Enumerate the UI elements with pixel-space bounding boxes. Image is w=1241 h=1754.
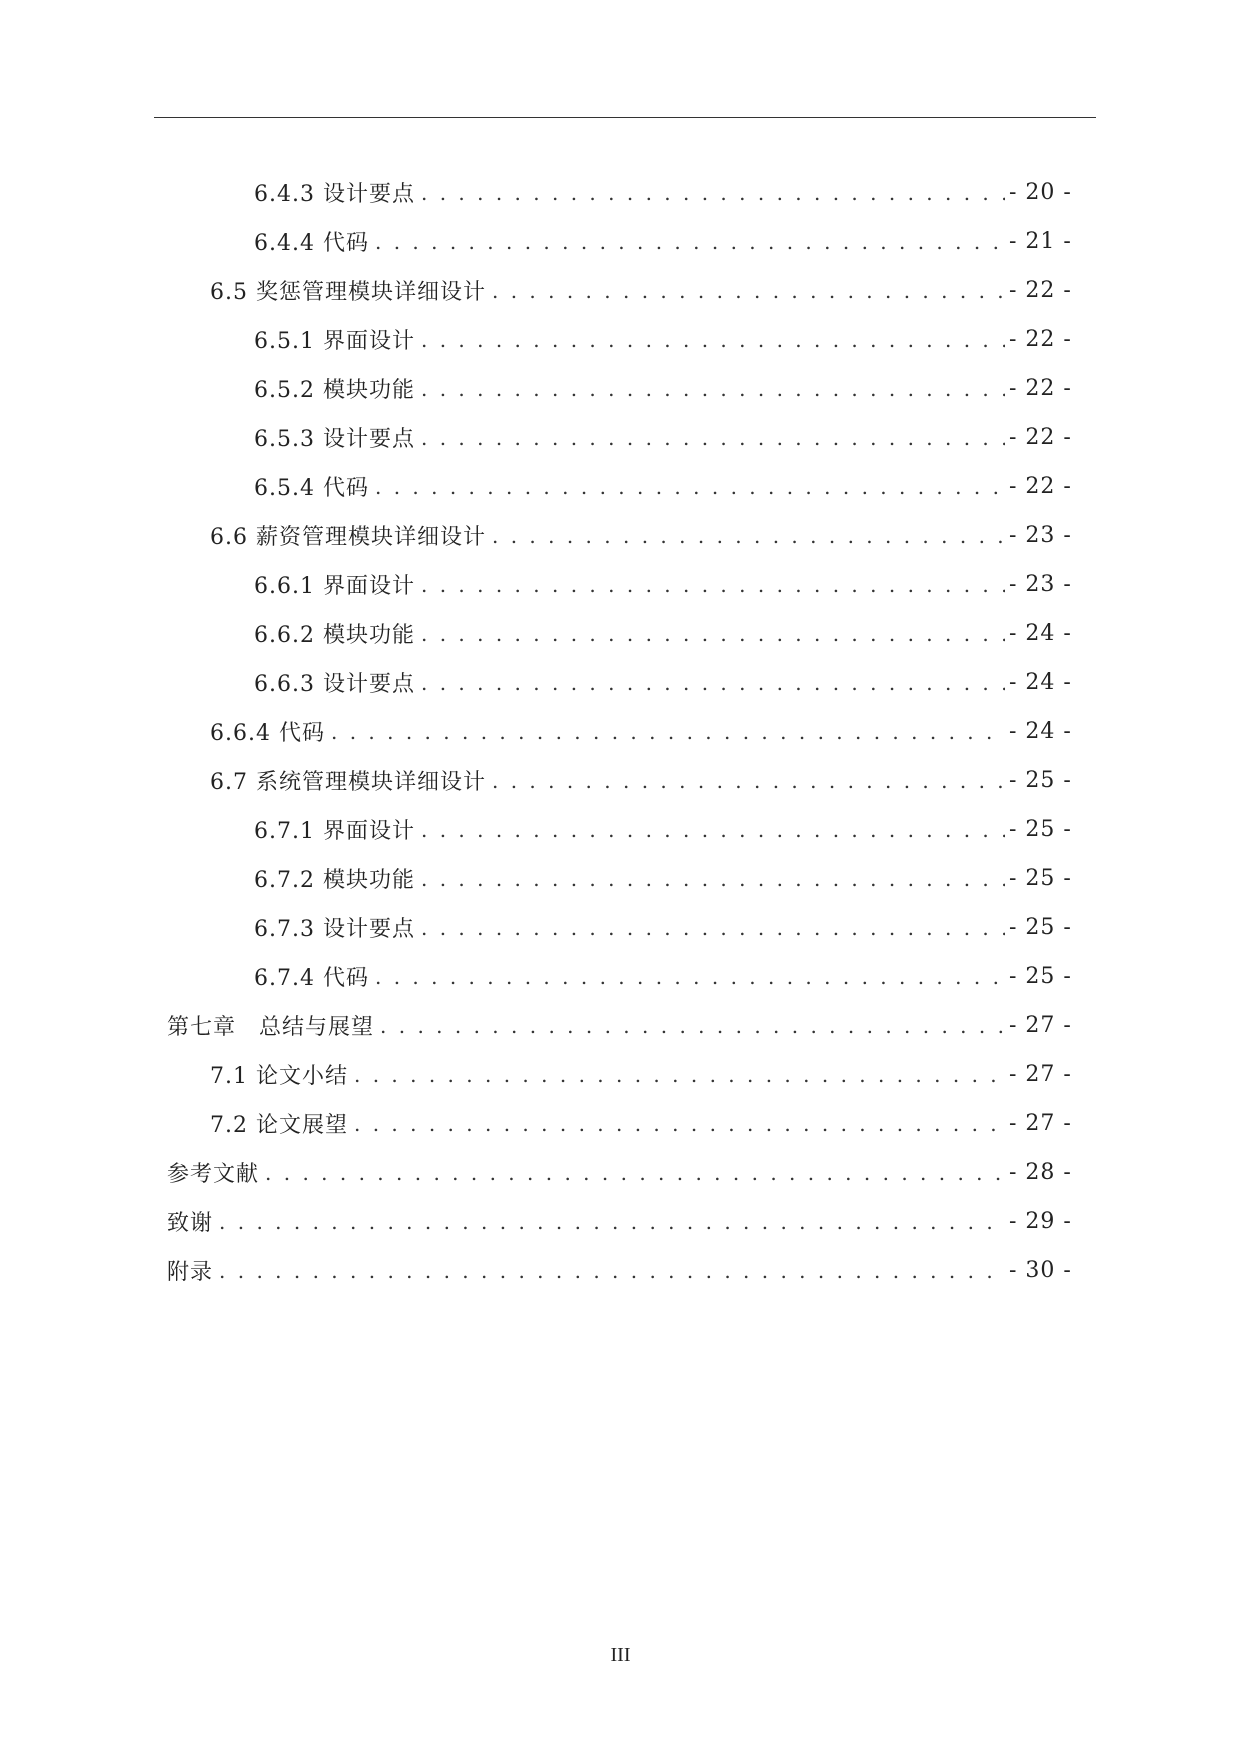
toc-entry-page: - 27 - <box>1009 1111 1072 1136</box>
toc-entry-label: 6.5.1 界面设计 <box>254 329 415 354</box>
toc-entry-page: - 22 - <box>1009 376 1072 401</box>
toc-entry-page: - 23 - <box>1009 523 1072 548</box>
toc-entry-label: 参考文献 <box>167 1162 260 1187</box>
toc-entry-page: - 22 - <box>1009 425 1072 450</box>
toc-entry[interactable] <box>0 1148 1241 1197</box>
toc-entry-label: 6.4.4 代码 <box>254 231 369 256</box>
toc-entry-page: - 21 - <box>1009 229 1072 254</box>
toc-entry-page: - 24 - <box>1009 621 1072 646</box>
page-number: III <box>610 1644 631 1666</box>
toc-entry-page: - 25 - <box>1009 866 1072 891</box>
toc-dot-leader <box>421 377 1005 401</box>
toc-entry[interactable] <box>0 1050 1241 1099</box>
toc-dot-leader <box>219 1210 1005 1234</box>
toc-entry[interactable] <box>0 805 1241 854</box>
toc-entry-page: - 22 - <box>1009 278 1072 303</box>
toc-dot-leader <box>354 1063 1005 1087</box>
toc-dot-leader <box>265 1161 1005 1185</box>
toc-dot-leader <box>375 965 1005 989</box>
toc-entry-page: - 25 - <box>1009 768 1072 793</box>
toc-entry-page: - 27 - <box>1009 1062 1072 1087</box>
toc-entry-page: - 23 - <box>1009 572 1072 597</box>
toc-entry[interactable] <box>0 266 1241 315</box>
toc-entry-label: 7.1 论文小结 <box>210 1064 348 1089</box>
toc-entry-label: 6.6.2 模块功能 <box>254 623 415 648</box>
toc-entry-label: 6.7.1 界面设计 <box>254 819 415 844</box>
toc-dot-leader <box>421 622 1005 646</box>
toc-entry-label: 7.2 论文展望 <box>210 1113 348 1138</box>
toc-entry[interactable] <box>0 952 1241 1001</box>
toc-dot-leader <box>421 916 1005 940</box>
toc-entry-label: 6.7 系统管理模块详细设计 <box>210 770 486 795</box>
toc-entry[interactable] <box>0 168 1241 217</box>
toc-dot-leader <box>421 671 1005 695</box>
toc-entry[interactable] <box>0 1099 1241 1148</box>
toc-entry[interactable] <box>0 707 1241 756</box>
toc-entry-label: 6.6 薪资管理模块详细设计 <box>210 525 486 550</box>
toc-dot-leader <box>421 867 1005 891</box>
toc-dot-leader <box>492 279 1005 303</box>
toc-entry[interactable] <box>0 364 1241 413</box>
toc-dot-leader <box>219 1259 1005 1283</box>
toc-entry-label: 6.5.4 代码 <box>254 476 369 501</box>
toc-entry-page: - 20 - <box>1009 180 1072 205</box>
toc-entry-page: - 22 - <box>1009 327 1072 352</box>
toc-entry[interactable] <box>0 609 1241 658</box>
header-rule <box>154 117 1096 118</box>
toc-entry[interactable] <box>0 1001 1241 1050</box>
toc-dot-leader <box>375 230 1005 254</box>
toc-entry[interactable] <box>0 658 1241 707</box>
toc-entry[interactable] <box>0 903 1241 952</box>
toc-dot-leader <box>354 1112 1005 1136</box>
toc-entry-label: 6.7.2 模块功能 <box>254 868 415 893</box>
toc-entry[interactable] <box>0 413 1241 462</box>
toc-entry[interactable] <box>0 217 1241 266</box>
toc-entry[interactable] <box>0 1197 1241 1246</box>
toc-entry-page: - 25 - <box>1009 915 1072 940</box>
toc-dot-leader <box>421 328 1005 352</box>
toc-entry-page: - 25 - <box>1009 964 1072 989</box>
toc-entry-page: - 22 - <box>1009 474 1072 499</box>
toc-entry-label: 6.7.3 设计要点 <box>254 917 415 942</box>
table-of-contents <box>0 168 1241 1295</box>
toc-entry-page: - 28 - <box>1009 1160 1072 1185</box>
toc-entry-page: - 25 - <box>1009 817 1072 842</box>
toc-entry-page: - 30 - <box>1009 1258 1072 1283</box>
toc-entry[interactable] <box>0 560 1241 609</box>
toc-entry-page: - 29 - <box>1009 1209 1072 1234</box>
toc-dot-leader <box>421 573 1005 597</box>
toc-dot-leader <box>331 720 1005 744</box>
toc-dot-leader <box>421 181 1005 205</box>
toc-entry-label: 致谢 <box>167 1211 214 1236</box>
toc-entry[interactable] <box>0 1246 1241 1295</box>
toc-entry[interactable] <box>0 756 1241 805</box>
toc-entry-label: 6.5 奖惩管理模块详细设计 <box>210 280 486 305</box>
toc-entry-label: 6.4.3 设计要点 <box>254 182 415 207</box>
toc-dot-leader <box>375 475 1005 499</box>
toc-entry-label: 6.5.2 模块功能 <box>254 378 415 403</box>
toc-entry-page: - 24 - <box>1009 670 1072 695</box>
toc-entry-label: 6.5.3 设计要点 <box>254 427 415 452</box>
toc-entry[interactable] <box>0 315 1241 364</box>
toc-entry-page: - 24 - <box>1009 719 1072 744</box>
toc-entry-page: - 27 - <box>1009 1013 1072 1038</box>
toc-entry[interactable] <box>0 511 1241 560</box>
toc-dot-leader <box>492 524 1005 548</box>
toc-entry-label: 附录 <box>167 1260 214 1285</box>
toc-dot-leader <box>492 769 1005 793</box>
toc-dot-leader <box>380 1014 1005 1038</box>
toc-entry-label: 6.6.3 设计要点 <box>254 672 415 697</box>
toc-entry[interactable] <box>0 462 1241 511</box>
toc-entry-label: 6.6.4 代码 <box>210 721 325 746</box>
toc-entry-label: 第七章 总结与展望 <box>167 1015 375 1040</box>
toc-entry-label: 6.6.1 界面设计 <box>254 574 415 599</box>
toc-dot-leader <box>421 426 1005 450</box>
toc-dot-leader <box>421 818 1005 842</box>
toc-entry-label: 6.7.4 代码 <box>254 966 369 991</box>
toc-entry[interactable] <box>0 854 1241 903</box>
